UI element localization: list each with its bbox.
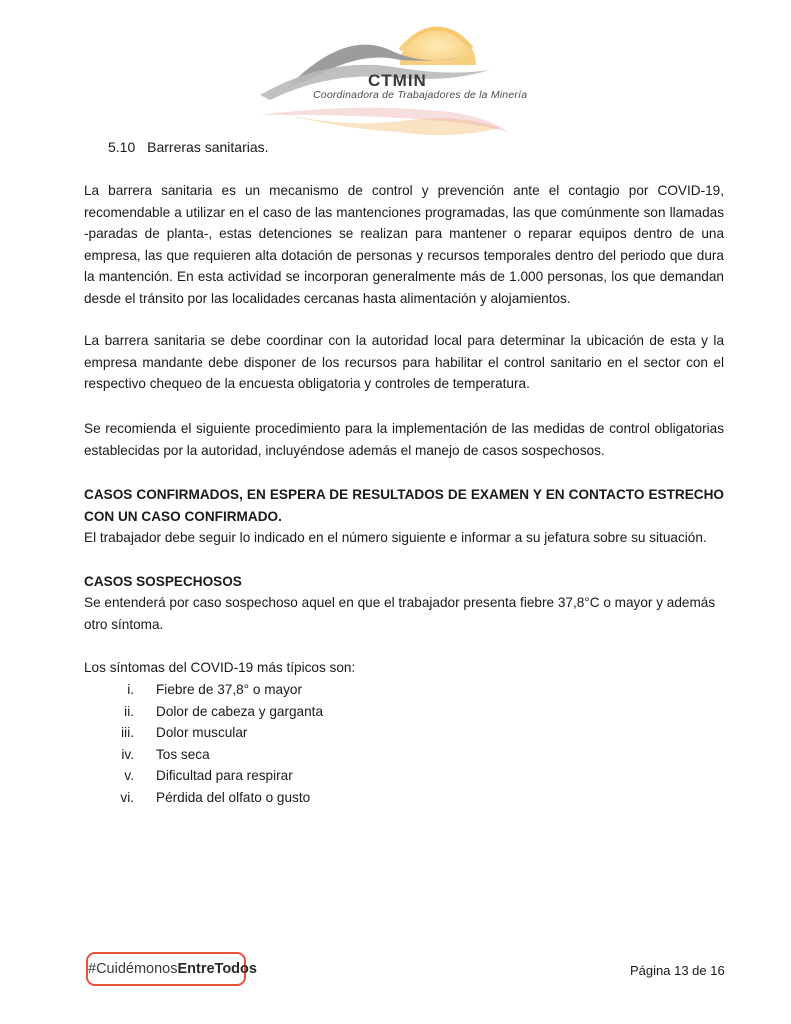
paragraph-2: La barrera sanitaria se debe coordinar con la autoridad local para determinar la ubicación de esta y la empresa mandante debe disponer de los recursos para habilitar el control sanitario en el sector con el respectivo chequeo de la encuesta obligatoria y controles de temperatura. <box>84 333 724 392</box>
hashtag-badge <box>86 952 257 986</box>
symptoms-list <box>100 679 323 809</box>
logo-title: CTMIN <box>368 71 427 90</box>
hashtag-bold: EntreTodos <box>177 961 257 977</box>
confirmed-cases-title: CASOS CONFIRMADOS, EN ESPERA DE RESULTADOS DE EXAMEN Y EN CONTACTO ESTRECHO CON UN CASO CONFIRMADO. <box>84 487 724 524</box>
hashtag-prefix: #Cuidémonos <box>88 961 178 977</box>
list-item: v. Dificultad para respirar <box>124 768 293 784</box>
section-title: Barreras sanitarias. <box>147 139 269 155</box>
section-heading <box>108 139 269 155</box>
suspected-cases-text: Se entenderá por caso sospechoso aquel en que el trabajador presenta fiebre 37,8°C o mayor y además otro síntoma. <box>84 595 716 632</box>
list-item: iii. Dolor muscular <box>121 725 248 741</box>
symptoms-intro: Los síntomas del COVID-19 más típicos son: <box>84 660 356 675</box>
paragraph-1: La barrera sanitaria es un mecanismo de control y prevención ante el contagio por COVID-19, recomendable a utilizar en el caso de las mantenciones programadas, las que comúnmente son llamadas -paradas de planta-, estas detenciones se realizan para mantener o reparar equipos dentro de una empresa, las que requieren alta dotación de personas y recursos temporales dentro del periodo que dura la mantención. En esta actividad se incorporan generalmente más de 1.000 personas, los que demandan desde el tránsito por las localidades cercanas hasta alimentación y alojamientos. <box>84 183 724 306</box>
page-number: Página 13 de 16 <box>630 963 725 978</box>
list-item: ii. Dolor de cabeza y garganta <box>124 703 324 719</box>
confirmed-cases-text: El trabajador debe seguir lo indicado en el número siguiente e informar a su jefatura sobre su situación. <box>84 530 707 545</box>
list-item: vi. Pérdida del olfato o gusto <box>120 789 311 805</box>
list-item: iv. Tos seca <box>121 746 210 762</box>
logo-subtitle: Coordinadora de Trabajadores de la Minería <box>313 89 528 101</box>
paragraph-3: Se recomienda el siguiente procedimiento para la implementación de las medidas de control obligatorias establecidas por la autoridad, incluyéndose además el manejo de casos sospechosos. <box>84 421 724 458</box>
suspected-cases-title: CASOS SOSPECHOSOS <box>84 574 242 589</box>
section-number: 5.10 <box>108 139 136 155</box>
list-item: i. Fiebre de 37,8° o mayor <box>127 682 302 697</box>
